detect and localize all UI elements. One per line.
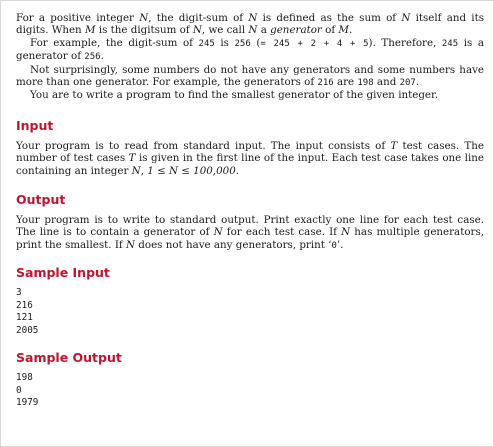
sample-input-line: 216 <box>16 299 33 311</box>
intro-paragraph-4: You are to write a program to find the smallest generator of the given integer. <box>30 89 439 102</box>
output-description: Your program is to write to standard output. Print exactly one line for each test case. The line is to contain a generator of N for each test case. If N has multiple generators, print the smallest. If N does not have any generators, print ‘0’. <box>16 214 485 251</box>
sample-output-line: 198 <box>16 372 33 383</box>
sample-input-line: 3 <box>16 287 22 298</box>
sample-input-heading: Sample Input <box>16 265 110 280</box>
sample-output-line: 1979 <box>16 397 39 409</box>
intro-section <box>16 12 484 102</box>
input-heading: Input <box>16 118 54 133</box>
sample-input-line: 2005 <box>16 324 39 336</box>
intro-paragraph-2: For example, the digit-sum of 245 is 256 (= 245 + 2 + 4 + 5). Therefore, 245 is a generator of 256. <box>16 36 485 63</box>
sample-input-section <box>16 265 484 337</box>
sample-output-line: 0 <box>16 384 22 396</box>
intro-paragraph-3: Not surprisingly, some numbers do not have any generators and some numbers have more than one generator. For example, the generators of 216 are 198 and 207. <box>16 63 484 89</box>
sample-output-block <box>16 372 484 410</box>
sample-input-block <box>16 287 484 337</box>
sample-input-line: 121 <box>16 312 33 324</box>
input-description: Your program is to read from standard input. The input consists of T test cases. The number of test cases T is given in the first line of the input. Each test case takes one line containing an integer N, 1 ≤ N ≤ 100,000. <box>16 140 484 177</box>
sample-output-heading: Sample Output <box>16 350 122 365</box>
sample-output-section <box>16 350 484 410</box>
input-section <box>16 118 484 177</box>
intro-paragraph-1: For a positive integer N, the digit-sum of N is defined as the sum of N itself and its digits. When M is the digitsum of N, we call N a generator of M. <box>16 12 484 37</box>
output-heading: Output <box>16 192 66 207</box>
output-section <box>16 192 484 252</box>
